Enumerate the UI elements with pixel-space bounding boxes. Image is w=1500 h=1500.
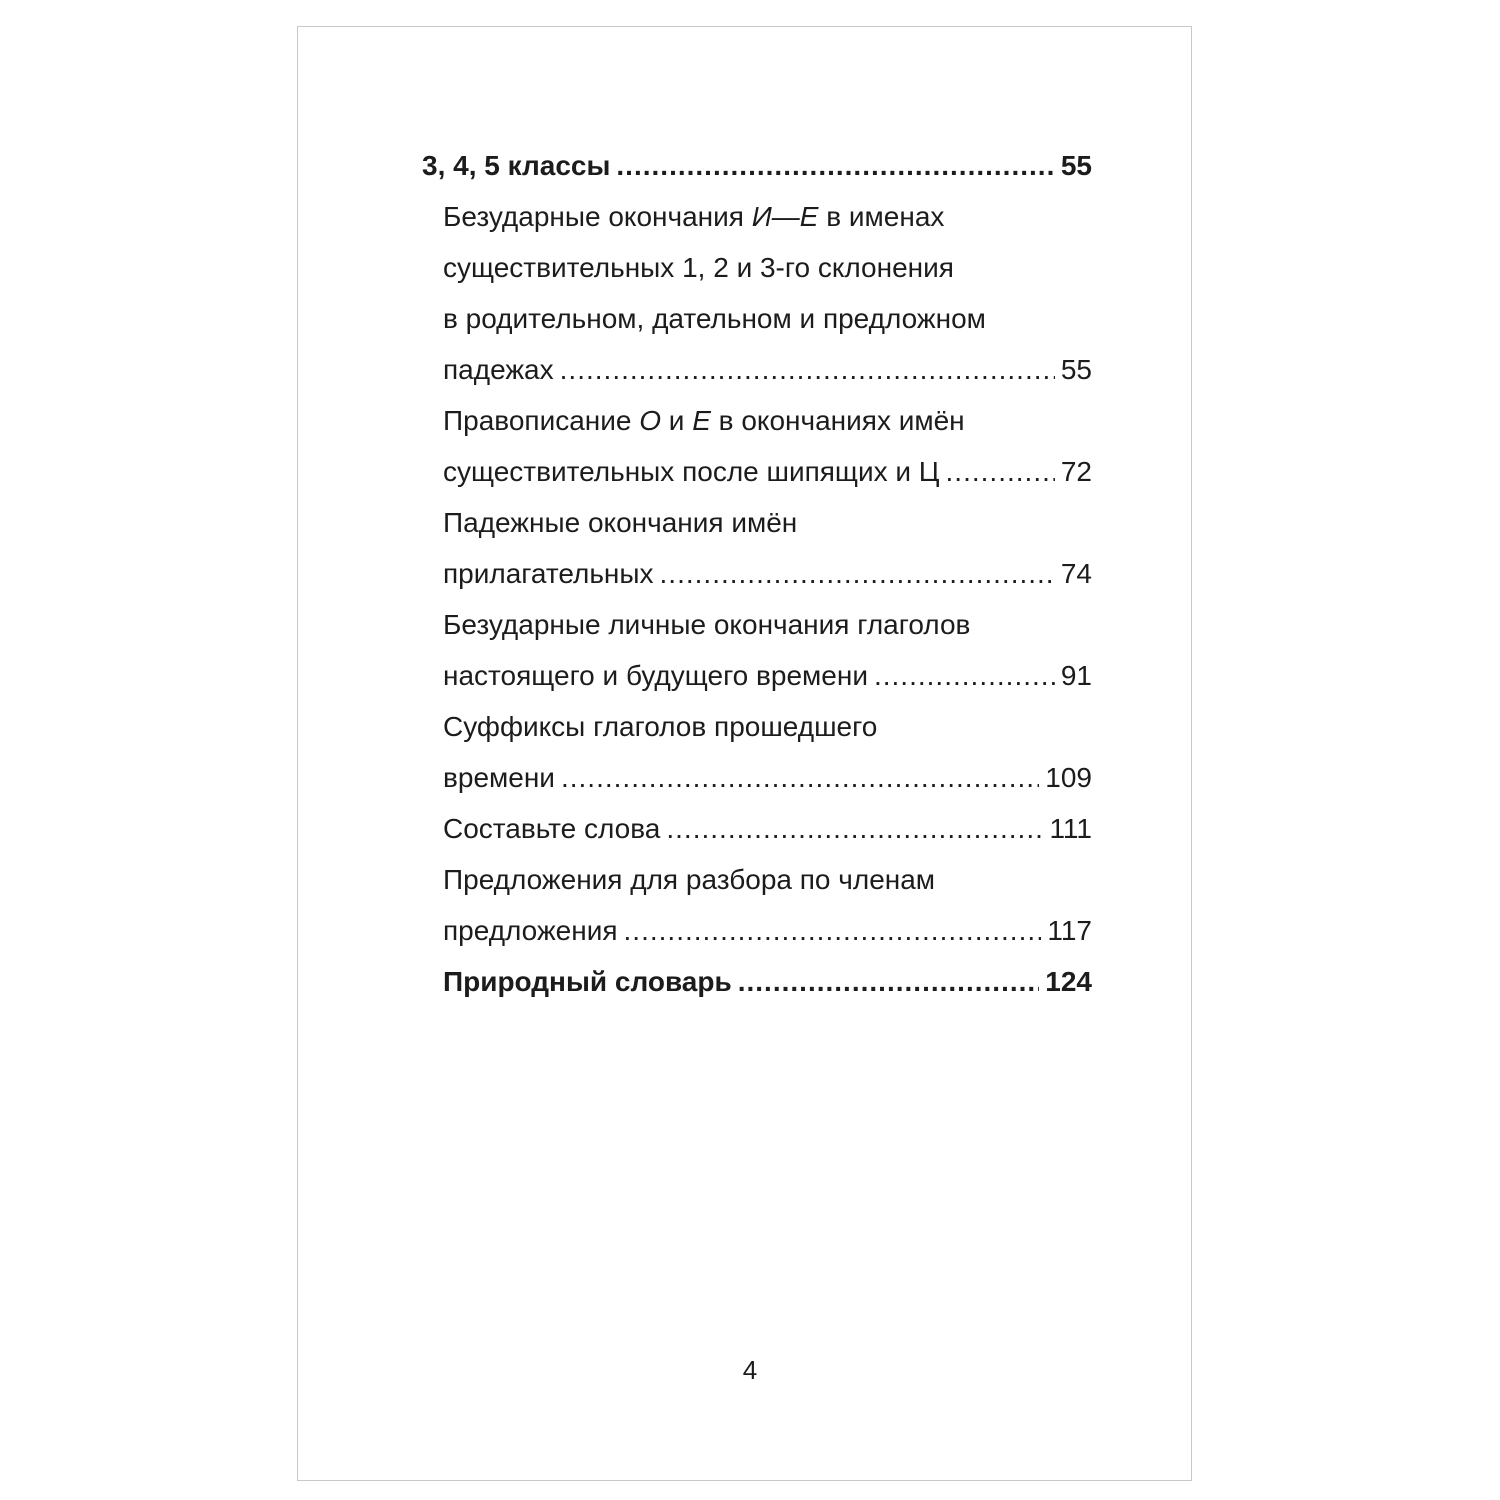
toc-entry-3-line-1: Падежные окончания имён bbox=[443, 507, 798, 538]
dot-leader bbox=[660, 548, 1055, 599]
dot-leader bbox=[874, 650, 1055, 701]
toc-entry-4-page: 91 bbox=[1060, 660, 1092, 691]
dot-leader bbox=[561, 752, 1039, 803]
table-of-contents bbox=[422, 140, 1092, 1007]
toc-heading-page: 55 bbox=[1060, 150, 1092, 181]
toc-entry-1-line-3: в родительном, дательном и предложном bbox=[443, 303, 986, 334]
toc-entry-7-page: 117 bbox=[1047, 915, 1092, 946]
toc-entry-1-line-4: падежах ..... 55 bbox=[422, 344, 1092, 395]
page-number: 4 bbox=[742, 1355, 758, 1385]
toc-entry-3-page: 74 bbox=[1060, 558, 1092, 589]
toc-entry-6-line-1: Составьте слова ..... 111 bbox=[422, 803, 1092, 854]
toc-entry-1-page: 55 bbox=[1060, 354, 1092, 385]
dot-leader bbox=[738, 956, 1040, 1007]
toc-entry-7-line-1: Предложения для разбора по членам bbox=[443, 864, 936, 895]
dot-leader bbox=[624, 905, 1042, 956]
toc-entry-5-page: 109 bbox=[1045, 762, 1092, 793]
toc-heading-title: 3, 4, 5 классы bbox=[422, 150, 611, 181]
toc-entry-2-line-2: существительных после шипящих и Ц ..... 72 bbox=[422, 446, 1092, 497]
toc-entry-7-line-2: предложения ..... 117 bbox=[422, 905, 1092, 956]
dot-leader bbox=[560, 344, 1055, 395]
toc-entry-2-page: 72 bbox=[1060, 456, 1092, 487]
toc-entry-5-line-2: времени ..... 109 bbox=[422, 752, 1092, 803]
toc-entry-5-line-1: Суффиксы глаголов прошедшего bbox=[443, 711, 878, 742]
toc-entry-1-line-1: Безударные окончания И—Е в именах bbox=[443, 201, 945, 232]
toc-entry-4-line-2: настоящего и будущего времени ..... 91 bbox=[422, 650, 1092, 701]
dot-leader bbox=[666, 803, 1043, 854]
toc-entry-3-line-2: прилагательных ..... 74 bbox=[422, 548, 1092, 599]
toc-entry-8-page: 124 bbox=[1045, 966, 1092, 997]
toc-entry-1-line-2: существительных 1, 2 и 3-го склонения bbox=[443, 252, 954, 283]
toc-heading bbox=[422, 140, 1092, 191]
toc-entry-4-line-1: Безударные личные окончания глаголов bbox=[443, 609, 971, 640]
toc-entry-6-page: 111 bbox=[1049, 813, 1092, 844]
toc-entry-8-line-1: Природный словарь ..... 124 bbox=[422, 956, 1092, 1007]
dot-leader bbox=[616, 140, 1054, 191]
toc-entry-2-line-1: Правописание О и Е в окончаниях имён bbox=[443, 405, 965, 436]
dot-leader bbox=[946, 446, 1055, 497]
